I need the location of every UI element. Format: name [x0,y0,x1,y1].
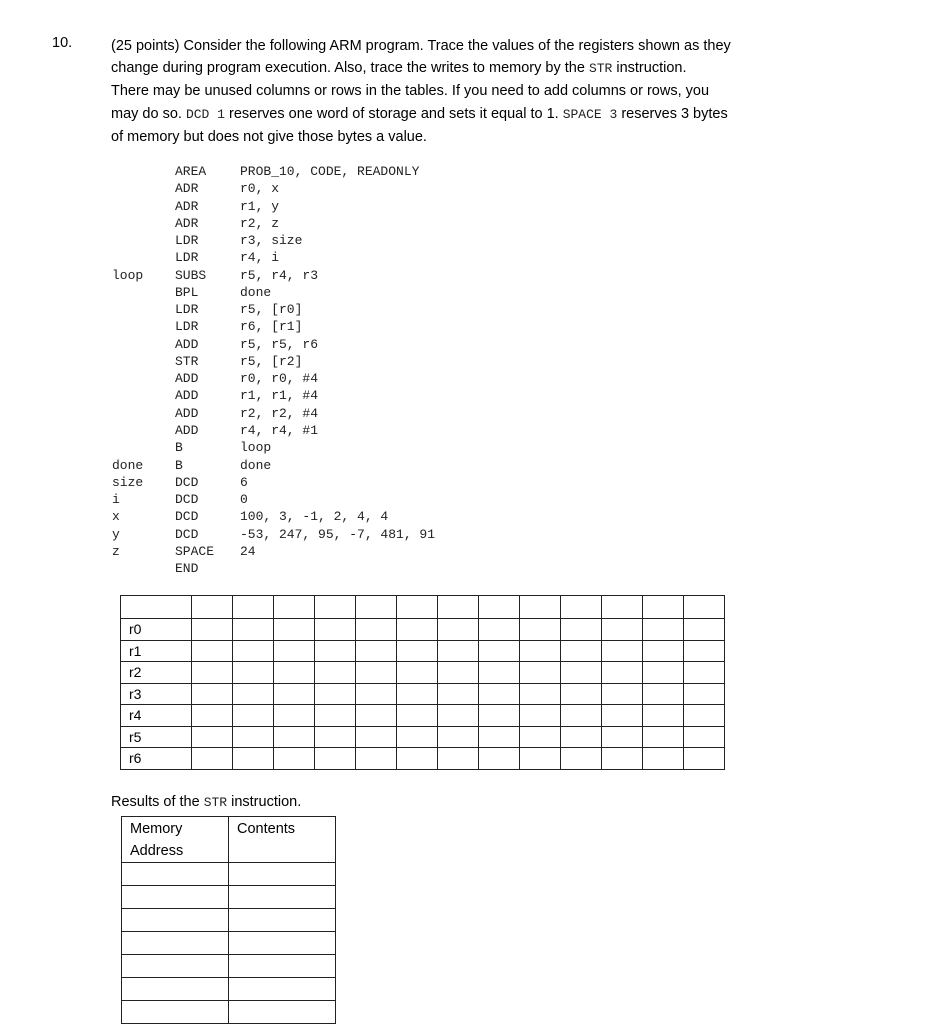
code-operands: done [240,284,272,300]
code-line [112,370,435,387]
value-cell[interactable] [274,662,315,684]
value-cell[interactable] [479,596,520,619]
code-label [112,284,175,301]
code-line [112,215,435,232]
table-row [121,726,725,748]
code-line [112,560,435,577]
code-opcode: ADD [175,422,199,438]
code-label [112,163,175,180]
value-cell[interactable] [643,683,684,705]
code-opcode: LDR [175,302,199,318]
code-opcode: ADD [175,405,199,421]
value-cell[interactable] [438,705,479,727]
code-operands: done [240,457,272,473]
value-cell[interactable] [520,726,561,748]
code-operands: r4, i [240,250,280,266]
value-cell[interactable] [561,640,602,662]
table-row [122,932,336,955]
address-cell[interactable] [122,978,229,1001]
code-line [112,163,435,180]
register-label: r2 [121,662,192,684]
code-line [112,422,435,439]
code-line [112,491,435,508]
code-label [112,336,175,353]
code-opcode: AREA [175,164,207,179]
value-cell[interactable] [274,619,315,641]
register-label: r3 [121,683,192,705]
value-cell[interactable] [520,662,561,684]
code-operands: r0, x [240,181,280,197]
table-row [122,978,336,1001]
value-cell[interactable] [356,640,397,662]
value-cell[interactable] [315,748,356,770]
address-cell[interactable] [122,863,229,886]
code-opcode: LDR [175,233,199,249]
text: of memory but does not give those bytes a value. [111,128,427,145]
code-operands: 24 [240,543,256,559]
code-operands: PROB_10, CODE, READONLY [240,164,420,179]
code-opcode: SPACE [175,543,215,559]
value-cell[interactable] [274,748,315,770]
value-cell[interactable] [602,705,643,727]
value-cell[interactable] [397,662,438,684]
inline-code: STR [588,61,613,77]
contents-cell[interactable] [229,863,336,886]
table-row [122,1001,336,1024]
text: There may be unused columns or rows in the tables. If you need to add columns or rows, you [111,83,710,100]
value-cell[interactable] [192,640,233,662]
table-row [122,955,336,978]
value-cell[interactable] [397,726,438,748]
value-cell[interactable] [479,662,520,684]
value-cell[interactable] [233,619,274,641]
value-cell[interactable] [561,748,602,770]
code-label: size [112,474,144,490]
code-label: done [112,457,144,473]
code-operands: r5, [r2] [240,353,303,369]
code-label [112,198,175,215]
value-cell[interactable] [274,640,315,662]
register-label: r4 [121,705,192,727]
code-line [112,405,435,422]
value-cell[interactable] [315,662,356,684]
question-line [111,126,731,148]
value-cell[interactable] [561,596,602,619]
text: Results of the [111,794,204,810]
value-cell[interactable] [684,596,725,619]
value-cell[interactable] [438,726,479,748]
value-cell[interactable] [315,705,356,727]
value-cell[interactable] [602,726,643,748]
code-line [112,474,435,491]
code-operands: r1, y [240,198,280,214]
value-cell[interactable] [356,596,397,619]
value-cell[interactable] [520,619,561,641]
value-cell[interactable] [233,662,274,684]
code-opcode: B [175,440,183,456]
code-opcode: BPL [175,284,199,300]
value-cell[interactable] [602,683,643,705]
value-cell[interactable] [602,640,643,662]
text: instruction. [227,794,302,810]
value-cell[interactable] [602,662,643,684]
code-operands: -53, 247, 95, -7, 481, 91 [240,526,436,542]
value-cell[interactable] [274,705,315,727]
code-opcode: ADR [175,215,199,231]
question-number: 10. [52,35,73,51]
results-title [111,794,301,810]
memory-writes-table [121,816,336,1024]
inline-code: SPACE 3 [562,106,618,122]
text: instruction. [612,60,687,77]
value-cell[interactable] [315,640,356,662]
code-operands: r3, size [240,233,303,249]
table-row [122,886,336,909]
contents-cell[interactable] [229,886,336,909]
code-label: z [112,543,120,559]
value-cell[interactable] [192,662,233,684]
value-cell[interactable] [561,726,602,748]
value-cell[interactable] [438,748,479,770]
value-cell[interactable] [356,683,397,705]
code-opcode: B [175,457,183,473]
value-cell[interactable] [397,596,438,619]
code-line [112,336,435,353]
code-operands: r2, r2, #4 [240,405,319,421]
value-cell[interactable] [397,748,438,770]
value-cell[interactable] [643,619,684,641]
question-text [111,35,731,148]
code-operands: r5, [r0] [240,302,303,318]
code-line [112,439,435,456]
value-cell[interactable] [438,662,479,684]
code-operands: r6, [r1] [240,319,303,335]
memory-address-header: Memory Address [122,817,229,863]
text: reserves one word of storage and sets it equal to 1. [224,105,563,122]
value-cell[interactable] [233,726,274,748]
value-cell[interactable] [315,596,356,619]
table-row [121,748,725,770]
value-cell[interactable] [520,705,561,727]
value-cell[interactable] [356,726,397,748]
value-cell[interactable] [643,662,684,684]
text: (25 points) Consider the following ARM program. Trace the values of the registers shown as they [111,38,731,54]
code-operands: loop [240,440,272,456]
code-label [112,318,175,335]
value-cell[interactable] [520,683,561,705]
code-label [112,353,175,370]
value-cell[interactable] [192,596,233,619]
code-line [112,180,435,197]
text: may do so. [111,105,186,122]
code-label [112,439,175,456]
table-header-row [122,817,336,863]
code-opcode: DCD [175,509,199,525]
value-cell[interactable] [684,748,725,770]
contents-cell[interactable] [229,909,336,932]
code-line [112,353,435,370]
code-opcode: ADD [175,371,199,387]
value-cell[interactable] [233,683,274,705]
value-cell[interactable] [479,683,520,705]
address-cell[interactable] [122,932,229,955]
code-opcode: ADD [175,336,199,352]
value-cell[interactable] [438,596,479,619]
contents-cell[interactable] [229,1001,336,1024]
code-line [112,198,435,215]
value-cell[interactable] [684,726,725,748]
code-operands: 100, 3, -1, 2, 4, 4 [240,509,389,525]
value-cell[interactable] [274,596,315,619]
value-cell[interactable] [479,705,520,727]
code-opcode: ADR [175,198,199,214]
value-cell[interactable] [356,705,397,727]
code-line [112,301,435,318]
code-operands: r4, r4, #1 [240,422,319,438]
value-cell[interactable] [643,726,684,748]
value-cell[interactable] [233,748,274,770]
code-opcode: LDR [175,319,199,335]
value-cell[interactable] [192,683,233,705]
value-cell[interactable] [315,619,356,641]
code-label: x [112,509,120,525]
value-cell[interactable] [479,726,520,748]
code-line [112,543,435,560]
code-opcode: DCD [175,526,199,542]
code-label [112,249,175,266]
value-cell[interactable] [233,596,274,619]
code-operands: 0 [240,492,248,508]
value-cell[interactable] [438,619,479,641]
code-opcode: ADR [175,181,199,197]
table-header-row [121,596,725,619]
code-line [112,318,435,335]
value-cell[interactable] [561,705,602,727]
text: reserves 3 bytes [617,105,728,122]
address-cell[interactable] [122,1001,229,1024]
code-label [112,301,175,318]
header-cell[interactable] [121,596,192,619]
value-cell[interactable] [643,640,684,662]
value-cell[interactable] [561,662,602,684]
value-cell[interactable] [643,748,684,770]
code-label: i [112,492,120,508]
code-opcode: END [175,561,199,577]
value-cell[interactable] [479,619,520,641]
register-label: r0 [121,619,192,641]
value-cell[interactable] [520,748,561,770]
table-row [121,705,725,727]
value-cell[interactable] [315,683,356,705]
value-cell[interactable] [643,705,684,727]
code-label [112,215,175,232]
code-operands: r5, r5, r6 [240,336,319,352]
code-operands: r1, r1, #4 [240,388,319,404]
table-row [122,863,336,886]
value-cell[interactable] [684,640,725,662]
value-cell[interactable] [520,640,561,662]
contents-cell[interactable] [229,955,336,978]
value-cell[interactable] [602,748,643,770]
code-label [112,370,175,387]
question-line [111,35,731,57]
value-cell[interactable] [233,640,274,662]
value-cell[interactable] [397,683,438,705]
code-opcode: LDR [175,250,199,266]
code-label [112,232,175,249]
value-cell[interactable] [561,683,602,705]
value-cell[interactable] [397,619,438,641]
contents-header: Contents [229,817,336,863]
table-row [121,683,725,705]
value-cell[interactable] [397,705,438,727]
value-cell[interactable] [356,619,397,641]
code-opcode: ADD [175,388,199,404]
register-label: r5 [121,726,192,748]
value-cell[interactable] [438,640,479,662]
value-cell[interactable] [520,596,561,619]
address-cell[interactable] [122,886,229,909]
address-cell[interactable] [122,955,229,978]
code-operands: r5, r4, r3 [240,267,319,283]
code-operands: 6 [240,474,248,490]
code-line [112,387,435,404]
code-label: loop [112,267,144,283]
value-cell[interactable] [643,596,684,619]
inline-code: DCD 1 [185,106,225,122]
table-row [122,909,336,932]
value-cell[interactable] [561,619,602,641]
value-cell[interactable] [684,619,725,641]
address-cell[interactable] [122,909,229,932]
code-operands: r2, z [240,215,280,231]
value-cell[interactable] [684,705,725,727]
register-trace-table [120,595,725,770]
code-opcode: DCD [175,474,199,490]
value-cell[interactable] [438,683,479,705]
code-opcode: SUBS [175,267,207,283]
code-label [112,387,175,404]
code-label [112,180,175,197]
code-operands: r0, r0, #4 [240,371,319,387]
code-line [112,457,435,474]
code-line [112,284,435,301]
value-cell[interactable] [602,619,643,641]
value-cell[interactable] [192,726,233,748]
code-line [112,249,435,266]
question-line [111,57,731,80]
code-opcode: STR [175,353,199,369]
code-opcode: DCD [175,492,199,508]
table-row [121,662,725,684]
value-cell[interactable] [192,619,233,641]
arm-program-listing [112,163,435,577]
value-cell[interactable] [233,705,274,727]
value-cell[interactable] [192,705,233,727]
table-row [121,619,725,641]
inline-code: STR [203,795,228,810]
code-label [112,422,175,439]
register-label: r6 [121,748,192,770]
code-label [112,560,175,577]
value-cell[interactable] [274,726,315,748]
question-line [111,103,731,126]
value-cell[interactable] [684,683,725,705]
code-line [112,267,435,284]
code-line [112,526,435,543]
code-line [112,508,435,525]
value-cell[interactable] [356,748,397,770]
code-label: y [112,526,120,542]
register-label: r1 [121,640,192,662]
question-line [111,80,731,102]
contents-cell[interactable] [229,978,336,1001]
value-cell[interactable] [192,748,233,770]
value-cell[interactable] [479,748,520,770]
value-cell[interactable] [397,640,438,662]
table-row [121,640,725,662]
value-cell[interactable] [356,662,397,684]
value-cell[interactable] [684,662,725,684]
contents-cell[interactable] [229,932,336,955]
value-cell[interactable] [315,726,356,748]
value-cell[interactable] [479,640,520,662]
value-cell[interactable] [602,596,643,619]
code-line [112,232,435,249]
code-label [112,405,175,422]
value-cell[interactable] [274,683,315,705]
text: change during program execution. Also, trace the writes to memory by the [111,60,589,77]
